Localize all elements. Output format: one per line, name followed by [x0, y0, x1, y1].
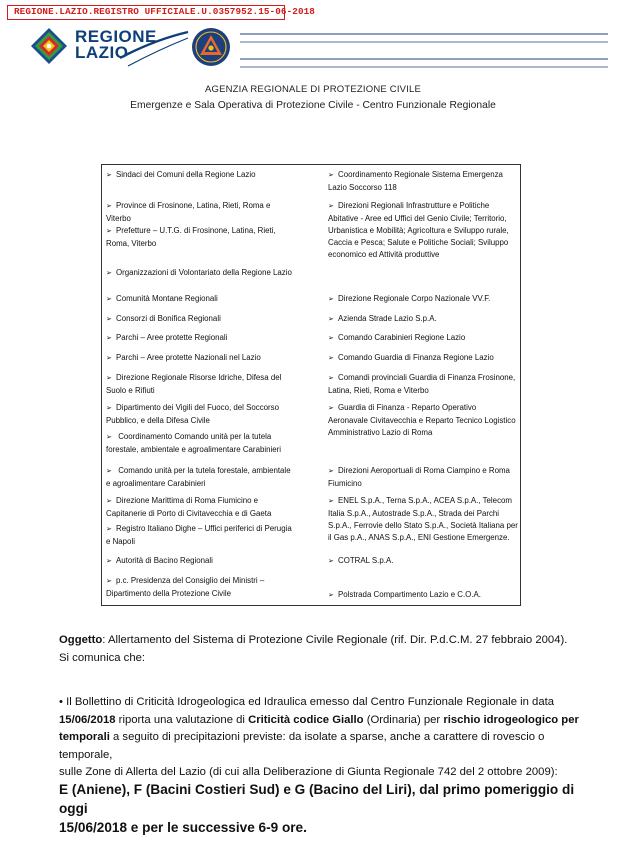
recipient-text: Pubblico, e della Difesa Civile [106, 416, 210, 426]
right-recipient-5 [328, 352, 518, 365]
arrow-bullet-icon: ➢ [106, 203, 112, 210]
left-recipient-12 [106, 495, 310, 520]
left-recipient-8 [106, 372, 310, 397]
recipient-text: S.p.A., Ferrovie dello Stato S.p.A., Società Italiana per [328, 521, 518, 531]
right-recipient-3 [328, 313, 518, 326]
left-recipient-14 [106, 555, 310, 568]
recipient-text: Comando Guardia di Finanza Regione Lazio [338, 353, 494, 362]
registry-stamp: REGIONE.LAZIO.REGISTRO UFFICIALE.U.0357952.15-06-2018 [7, 5, 285, 20]
recipient-text: Direzione Marittima di Roma Fiumicino e [116, 496, 259, 505]
recipient-text: Direzioni Aeroportuali di Roma Ciampino e Roma [338, 466, 510, 475]
bulletin-date: 15/06/2018 [59, 713, 116, 726]
recipient-text: Organizzazioni di Volontariato della Regione Lazio [116, 268, 292, 277]
arrow-bullet-icon: ➢ [106, 316, 112, 323]
right-recipient-11 [328, 589, 518, 602]
recipient-text: Aeronavale Civitavecchia e Reparto Tecnico Logistico [328, 416, 516, 426]
arrow-bullet-icon: ➢ [328, 558, 334, 565]
recipient-text: Guardia di Finanza - Reparto Operativo [338, 403, 477, 412]
recipient-text: Lazio Soccorso 118 [328, 183, 397, 193]
recipient-text: Comando unità per la tutela forestale, ambientale [116, 466, 291, 475]
recipient-text: Direzione Regionale Risorse Idriche, Difesa del [116, 373, 282, 382]
arrow-bullet-icon: ➢ [106, 434, 112, 441]
recipient-text: Comunità Montane Regionali [116, 294, 218, 303]
arrow-bullet-icon: ➢ [328, 316, 334, 323]
right-recipient-10 [328, 555, 518, 568]
subject-text: : Allertamento del Sistema di Protezione Civile Regionale (rif. Dir. P.d.C.M. 27 febbraio 2004). [102, 634, 568, 646]
recipient-text: Autorità di Bacino Regionali [116, 556, 213, 565]
recipient-text: Sindaci dei Comuni della Regione Lazio [116, 170, 256, 179]
arrow-bullet-icon: ➢ [328, 203, 334, 210]
left-recipient-9 [106, 402, 310, 427]
left-recipient-4 [106, 293, 310, 306]
arrow-bullet-icon: ➢ [106, 498, 112, 505]
recipient-text: Parchi – Aree protette Regionali [116, 333, 228, 342]
arrow-bullet-icon: ➢ [328, 172, 334, 179]
bulletin-line-3: temporali a seguito di precipitazioni previste: da isolate a sparse, anche a carattere di rovescio o temporale, [59, 731, 545, 761]
recipient-text: Comando Carabinieri Regione Lazio [338, 333, 466, 342]
left-recipient-2 [106, 225, 310, 250]
left-recipient-10 [106, 431, 310, 456]
criticality-level: Criticità codice Giallo [248, 713, 364, 726]
arrow-bullet-icon: ➢ [328, 468, 334, 475]
recipient-text: Azienda Strade Lazio S.p.A. [338, 314, 437, 323]
recipient-text: il Gas p.A., ANAS S.p.A., ENI Gestione Emergenze. [328, 533, 510, 543]
recipient-text: economico ed Attività produttive [328, 250, 440, 260]
risk-type: rischio idrogeologico per [443, 713, 579, 726]
recipient-text: e agroalimentare Carabinieri [106, 479, 206, 489]
recipient-text: Fiumicino [328, 479, 362, 489]
bulletin-line-4: sulle Zone di Allerta del Lazio (di cui alla Deliberazione di Giunta Regionale 742 del 2 ottobre 2009): [59, 766, 558, 779]
recipient-text: Dipartimento dei Vigili del Fuoco, del Soccorso [116, 403, 280, 412]
si-comunica: Si comunica che: [59, 652, 146, 664]
recipient-text: Consorzi di Bonifica Regionali [116, 314, 221, 323]
left-recipient-15 [106, 575, 310, 600]
arrow-bullet-icon: ➢ [106, 526, 112, 533]
recipients-table [101, 164, 521, 606]
recipient-text: Latina, Rieti, Roma e Viterbo [328, 386, 429, 396]
left-recipient-11 [106, 465, 310, 490]
recipient-text: Polstrada Compartimento Lazio e C.O.A. [338, 590, 481, 599]
logo-swoosh [118, 28, 190, 68]
alert-zones-line-1: E (Aniene), F (Bacini Costieri Sud) e G (Bacino del Liri), dal primo pomeriggio di oggi [59, 782, 575, 816]
recipient-text: Province di Frosinone, Latina, Rieti, Roma e [116, 201, 271, 210]
recipient-text: p.c. Presidenza del Consiglio dei Ministri – [116, 576, 265, 585]
left-recipient-5 [106, 313, 310, 326]
recipient-text: Roma, Viterbo [106, 239, 157, 249]
arrow-bullet-icon: ➢ [106, 405, 112, 412]
recipient-text: Coordinamento Comando unità per la tutela [116, 432, 272, 441]
arrow-bullet-icon: ➢ [328, 375, 334, 382]
alert-zones [59, 780, 599, 837]
arrow-bullet-icon: ➢ [328, 592, 334, 599]
left-recipient-0 [106, 169, 310, 182]
recipient-text: Capitanerie di Porto di Civitavecchia e di Gaeta [106, 509, 272, 519]
bulletin-line-2: 15/06/2018 riporta una valutazione di Criticità codice Giallo (Ordinaria) per rischio idrogeologico per [59, 713, 579, 726]
arrow-bullet-icon: ➢ [106, 468, 112, 475]
arrow-bullet-icon: ➢ [106, 355, 112, 362]
arrow-bullet-icon: ➢ [106, 228, 112, 235]
right-recipient-4 [328, 332, 518, 345]
arrow-bullet-icon: ➢ [106, 335, 112, 342]
recipient-text: Amministrativo Lazio di Roma [328, 428, 433, 438]
risk-type-2: temporali [59, 731, 110, 744]
right-recipient-0 [328, 169, 518, 194]
header-rule-lines [240, 32, 608, 72]
agency-subtitle: Emergenze e Sala Operativa di Protezione Civile - Centro Funzionale Regionale [130, 100, 496, 111]
left-recipient-1 [106, 200, 310, 225]
right-recipient-1 [328, 200, 518, 261]
recipient-text: Direzioni Regionali Infrastrutture e Politiche [338, 201, 490, 210]
right-recipient-8 [328, 465, 518, 490]
recipient-text: forestale, ambientale e agroalimentare Carabinieri [106, 445, 282, 455]
recipient-text: COTRAL S.p.A. [338, 556, 394, 565]
subject-label: Oggetto [59, 634, 103, 646]
arrow-bullet-icon: ➢ [106, 172, 112, 179]
arrow-bullet-icon: ➢ [106, 296, 112, 303]
recipient-text: Parchi – Aree protette Nazionali nel Lazio [116, 353, 261, 362]
recipient-text: Registro Italiano Dighe – Uffici periferici di Perugia [116, 524, 292, 533]
left-recipient-6 [106, 332, 310, 345]
arrow-bullet-icon: ➢ [328, 355, 334, 362]
right-recipient-7 [328, 402, 518, 439]
protezione-civile-badge [191, 27, 231, 67]
recipient-text: Italia S.p.A., Autostrade S.p.A., Strada dei Parchi [328, 509, 500, 519]
arrow-bullet-icon: ➢ [328, 405, 334, 412]
right-recipient-9 [328, 495, 518, 544]
recipient-text: Urbanistica e Mobilità; Agricoltura e Sviluppo rurale, [328, 226, 509, 236]
arrow-bullet-icon: ➢ [328, 498, 334, 505]
arrow-bullet-icon: ➢ [328, 335, 334, 342]
region-lazio-logotype: REGIONE LAZIO [75, 27, 157, 62]
arrow-bullet-icon: ➢ [106, 375, 112, 382]
left-recipient-7 [106, 352, 310, 365]
recipient-text: Abitative - Aree ed Uffici del Genio Civile; Territorio, [328, 214, 507, 224]
right-recipient-2 [328, 293, 518, 306]
recipient-text: Comandi provinciali Guardia di Finanza Frosinone, [338, 373, 516, 382]
arrow-bullet-icon: ➢ [106, 558, 112, 565]
subject-line [59, 632, 599, 649]
right-recipient-6 [328, 372, 518, 397]
bulletin-paragraph [59, 694, 599, 782]
region-lazio-emblem [30, 27, 68, 65]
alert-zones-line-2: 15/06/2018 e per le successive 6-9 ore. [59, 820, 307, 835]
arrow-bullet-icon: ➢ [106, 578, 112, 585]
recipient-text: Suolo e Rifiuti [106, 386, 155, 396]
recipient-text: Viterbo [106, 214, 131, 224]
recipient-text: ENEL S.p.A., Terna S.p.A., ACEA S.p.A., Telecom [338, 496, 512, 505]
recipient-text: Coordinamento Regionale Sistema Emergenza [338, 170, 503, 179]
recipient-text: Dipartimento della Protezione Civile [106, 589, 231, 599]
left-recipient-3 [106, 267, 310, 280]
bulletin-line-1: • Il Bollettino di Criticità Idrogeologica ed Idraulica emesso dal Centro Funzionale Regionale in data [59, 696, 555, 708]
recipient-text: Prefetture – U.T.G. di Frosinone, Latina, Rieti, [116, 226, 276, 235]
recipient-text: e Napoli [106, 537, 135, 547]
bullet-glyph: • [59, 696, 63, 708]
recipient-text: Caccia e Pesca; Salute e Politiche Sociali; Sviluppo [328, 238, 509, 248]
left-recipient-13 [106, 523, 310, 548]
agency-title: AGENZIA REGIONALE DI PROTEZIONE CIVILE [204, 84, 422, 95]
arrow-bullet-icon: ➢ [106, 270, 112, 277]
arrow-bullet-icon: ➢ [328, 296, 334, 303]
recipient-text: Direzione Regionale Corpo Nazionale VV.F. [338, 294, 491, 303]
